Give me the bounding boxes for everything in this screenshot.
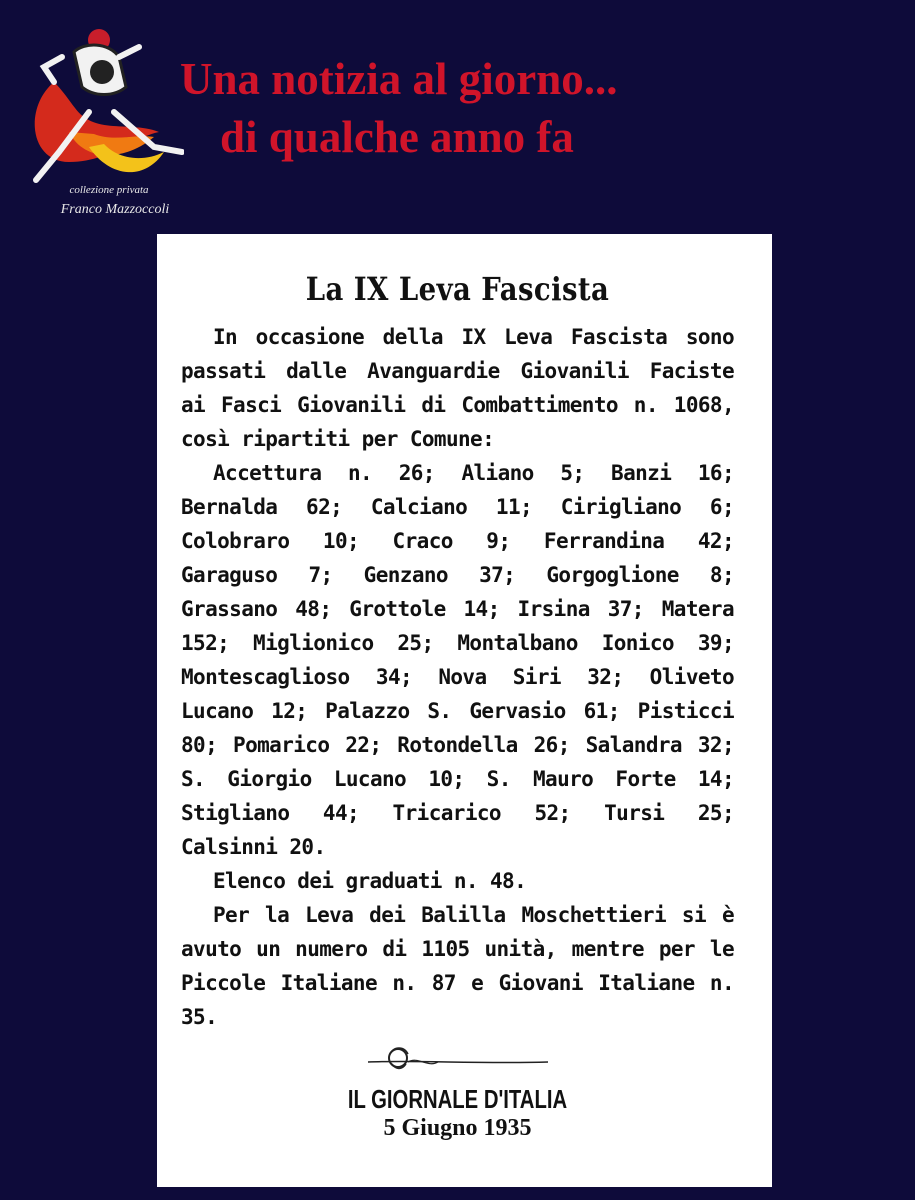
article-paragraph-intro: In occasione della IX Leva Fascista sono passati dalle Avanguardie Giovanili Faciste ai Fasci Giovanili di Combattimento n. 1068, così ripartiti per Comune: xyxy=(181,325,734,451)
article-paragraph-list: Accettura n. 26; Aliano 5; Banzi 16; Bernalda 62; Calciano 11; Cirigliano 6; Colobraro 10; Craco 9; Ferrandina 42; Garaguso 7; Genzano 37; Gorgoglione 8; Grassano 48; Grottole 14; Irsina 37; Matera 152; Miglionico 25; Montalbano Ionico 39; Montescaglioso 34; Nova Siri 32; Oliveto Lucano 12; Palazzo S. Gervasio 61; Pisticci 80; Pomarico 22; Rotondella 26; Salandra 32; S. Giorgio Lucano 10; S. Mauro Forte 14; Stigliano 44; Tricarico 52; Tursi 25; Calsinni 20. xyxy=(181,461,734,859)
page-headline xyxy=(170,50,890,166)
collection-logo xyxy=(14,12,184,227)
headline-line1: Una notizia al giorno... xyxy=(180,54,618,104)
headline-line2: di qualche anno fa xyxy=(220,112,574,162)
dancer-logo-icon xyxy=(14,12,184,187)
article-paragraph-balilla: Per la Leva dei Balilla Moschettieri si è avuto un numero di 1105 unità, mentre per le Piccole Italiane n. 87 e Giovani Italiane n. 35. xyxy=(181,903,734,1029)
logo-caption-line1: collezione privata xyxy=(69,184,149,196)
newspaper-clipping xyxy=(157,234,772,1187)
flower-ornament-icon xyxy=(181,1042,734,1080)
article-paragraph-graduati: Elenco dei graduati n. 48. xyxy=(213,869,527,893)
newspaper-source: IL GIORNALE D'ITALIA xyxy=(347,1084,568,1114)
logo-caption-line2: Franco Mazzoccoli xyxy=(60,202,170,217)
publication-date: 5 Giugno 1935 xyxy=(383,1115,532,1141)
article-title: La IX Leva Fascista xyxy=(305,270,610,308)
